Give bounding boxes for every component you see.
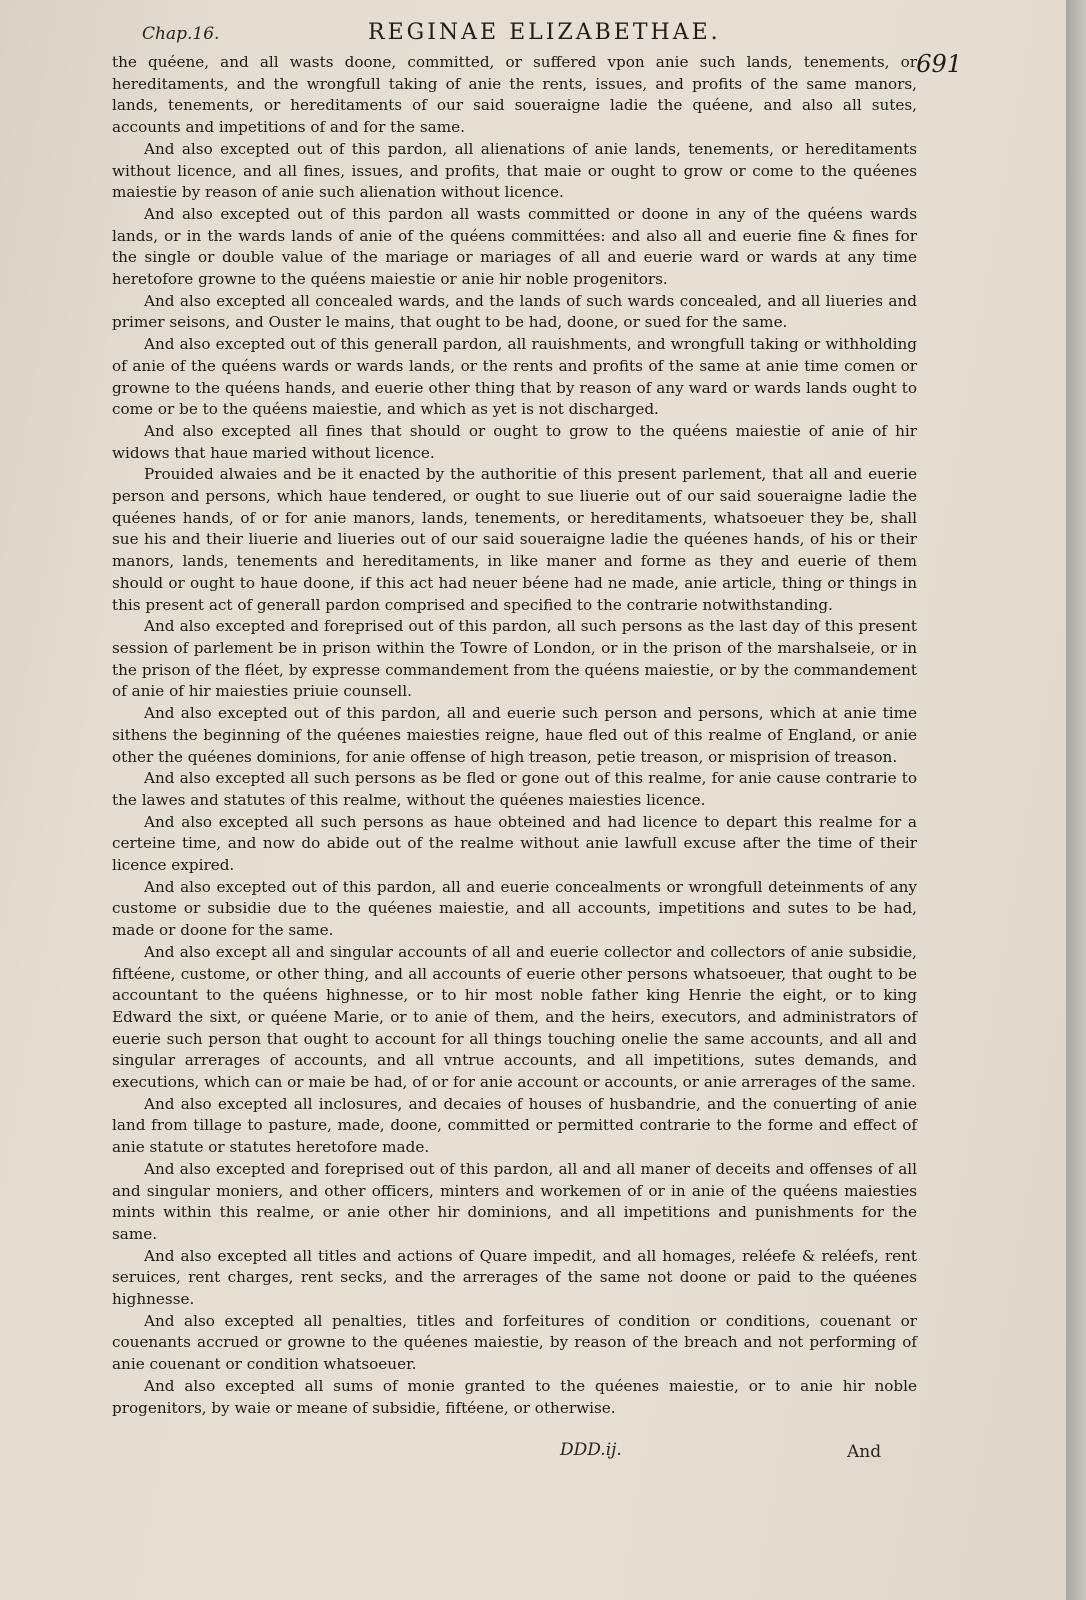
paragraph: And also excepted all penalties, titles and forfeitures of condition or conditions, couenant or couenants accrued or growne to the quéenes maiestie, by reason of the breach and not performing of anie couenant or condition whatsoeuer.	[112, 1311, 917, 1374]
paragraph: And also excepted all such persons as haue obteined and had licence to depart this realme for a certeine time, and now do abide out of the realme without anie lawfull excuse after the time of their licence expired.	[112, 812, 917, 875]
paragraph: Prouided alwaies and be it enacted by the authoritie of this present parlement, that all and euerie person and persons, which haue tendered, or ought to sue liuerie out of our said soueraigne ladie the quéenes hands, of or for anie manors, lands, tenements, or hereditaments, whatsoeuer they be, shall sue his and their liuerie and liueries out of our said soueraigne ladie the quéenes hands, of his or their manors, lands, tenements and hereditaments, in like maner and forme as they and euerie of them should or ought to haue doone, if this act had neuer béene had ne made, anie article, thing or things in this present act of generall pardon comprised and specified to the contrarie notwithstanding.	[112, 465, 917, 614]
paragraph: And also excepted all concealed wards, and the lands of such wards concealed, and all liueries and primer seisons, and Ouster le mains, that ought to be had, doone, or sued for the same.	[112, 291, 917, 332]
paragraph: And also excepted out of this pardon, all and euerie such person and persons, which at anie time sithens the beginning of the quéenes maiesties reigne, haue fled out of this realme of England, or anie other the quéenes dominions, for anie offense of high treason, petie treason, or misprision of treason.	[112, 704, 917, 766]
paragraph: And also excepted all titles and actions of Quare impedit, and all homages, reléefe & reléefs, rent seruices, rent charges, rent secks, and the arrerages of the same not doone or paid to the quéenes highnesse.	[112, 1246, 917, 1309]
paragraph: And also excepted out of this generall pardon, all rauishments, and wrongfull taking or withholding of anie of the quéens wards or wards lands, or the rents and profits of the same at anie time comen or growne to the quéens hands, and euerie other thing that by reason of any ward or wards lands ought to come or be to the quéens maiestie, and which as yet is not discharged.	[112, 335, 917, 419]
paragraph: And also excepted all sums of monie granted to the quéenes maiestie, or to anie hir noble progenitors, by waie or meane of subsidie, fiftéene, or otherwise.	[112, 1376, 917, 1417]
paragraph: And also excepted all such persons as be fled or gone out of this realme, for anie cause contrarie to the lawes and statutes of this realme, without the quéenes maiesties licence.	[112, 769, 917, 809]
catchword: And	[847, 1442, 882, 1462]
running-head	[138, 18, 962, 78]
paragraph: And also excepted out of this pardon all wasts committed or doone in any of the quéens wards lands, or in the wards lands of anie of the quéens committées: and also all and euerie fine & fines for the single or double value of the mariage or mariages of all and euerie ward or wards at any time heretofore growne to the quéens maiestie or anie hir noble progenitors.	[112, 204, 917, 289]
paragraph: And also excepted and foreprised out of this pardon, all such persons as the last day of this present session of parlement be in prison within the Towre of London, or in the prison of the marshalseie, or in the prison of the fléet, by expresse commandement from the quéens maiestie, or by the commandement of anie of hir maiesties priuie counsell.	[112, 617, 917, 701]
paragraph: the quéene, and all wasts doone, committed, or suffered vpon anie such lands, tenements, or hereditaments, and the wrongfull taking of anie the rents, issues, and profits of the same manors, lands, tenements, or hereditaments of our said soueraigne ladie the quéene, and also all sutes, accounts and impetitions of and for the same.	[112, 53, 917, 137]
paragraph: And also excepted and foreprised out of this pardon, all and all maner of deceits and offenses of all and singular moniers, and other officers, minters and workemen of or in anie of the quéens maiesties mints within this realme, or anie other hir dominions, and all impetitions and punishments for the same.	[112, 1159, 917, 1243]
paragraph: And also excepted all inclosures, and decaies of houses of husbandrie, and the conuerting of anie land from tillage to pasture, made, doone, committed or permitted contrarie to the forme and effect of anie statute or statutes heretofore made.	[112, 1094, 917, 1157]
page-edge-shadow	[1066, 0, 1086, 1600]
paragraph: And also excepted all fines that should or ought to grow to the quéens maiestie of anie of hir widows that haue maried without licence.	[112, 421, 917, 462]
signature-mark: DDD.ij.	[560, 1440, 622, 1460]
paragraph: And also excepted out of this pardon, all and euerie concealments or wrongfull deteinments of any custome or subsidie due to the quéenes maiestie, and all accounts, impetitions and sutes to be had, made or doone for the same.	[112, 877, 917, 940]
body-text	[112, 52, 917, 1419]
running-title: REGINAE ELIZABETHAE.	[368, 20, 721, 45]
folio-number: 691	[916, 50, 962, 78]
paragraph: And also except all and singular accounts of all and euerie collector and collectors of anie subsidie, fiftéene, custome, or other thing, and all accounts of euerie other persons whatsoeuer, that ought to be accountant to the quéens highnesse, or to hir most noble father king Henrie the eight, or to king Edward the sixt, or quéene Marie, or to anie of them, and the heirs, executors, and administrators of euerie such person that ought to account for all things touching onelie the same accounts, and all and singular arrerages of accounts, and all vntrue accounts, and all impetitions, sutes demands, and executions, which can or maie be had, of or for anie account or accounts, or anie arrerages of the same.	[112, 942, 917, 1092]
chapter-label: Chap.16.	[142, 24, 220, 44]
paragraph: And also excepted out of this pardon, all alienations of anie lands, tenements, or hereditaments without licence, and all fines, issues, and profits, that maie or ought to grow or come to the quéenes maiestie by reason of anie such alienation without licence.	[112, 139, 917, 202]
